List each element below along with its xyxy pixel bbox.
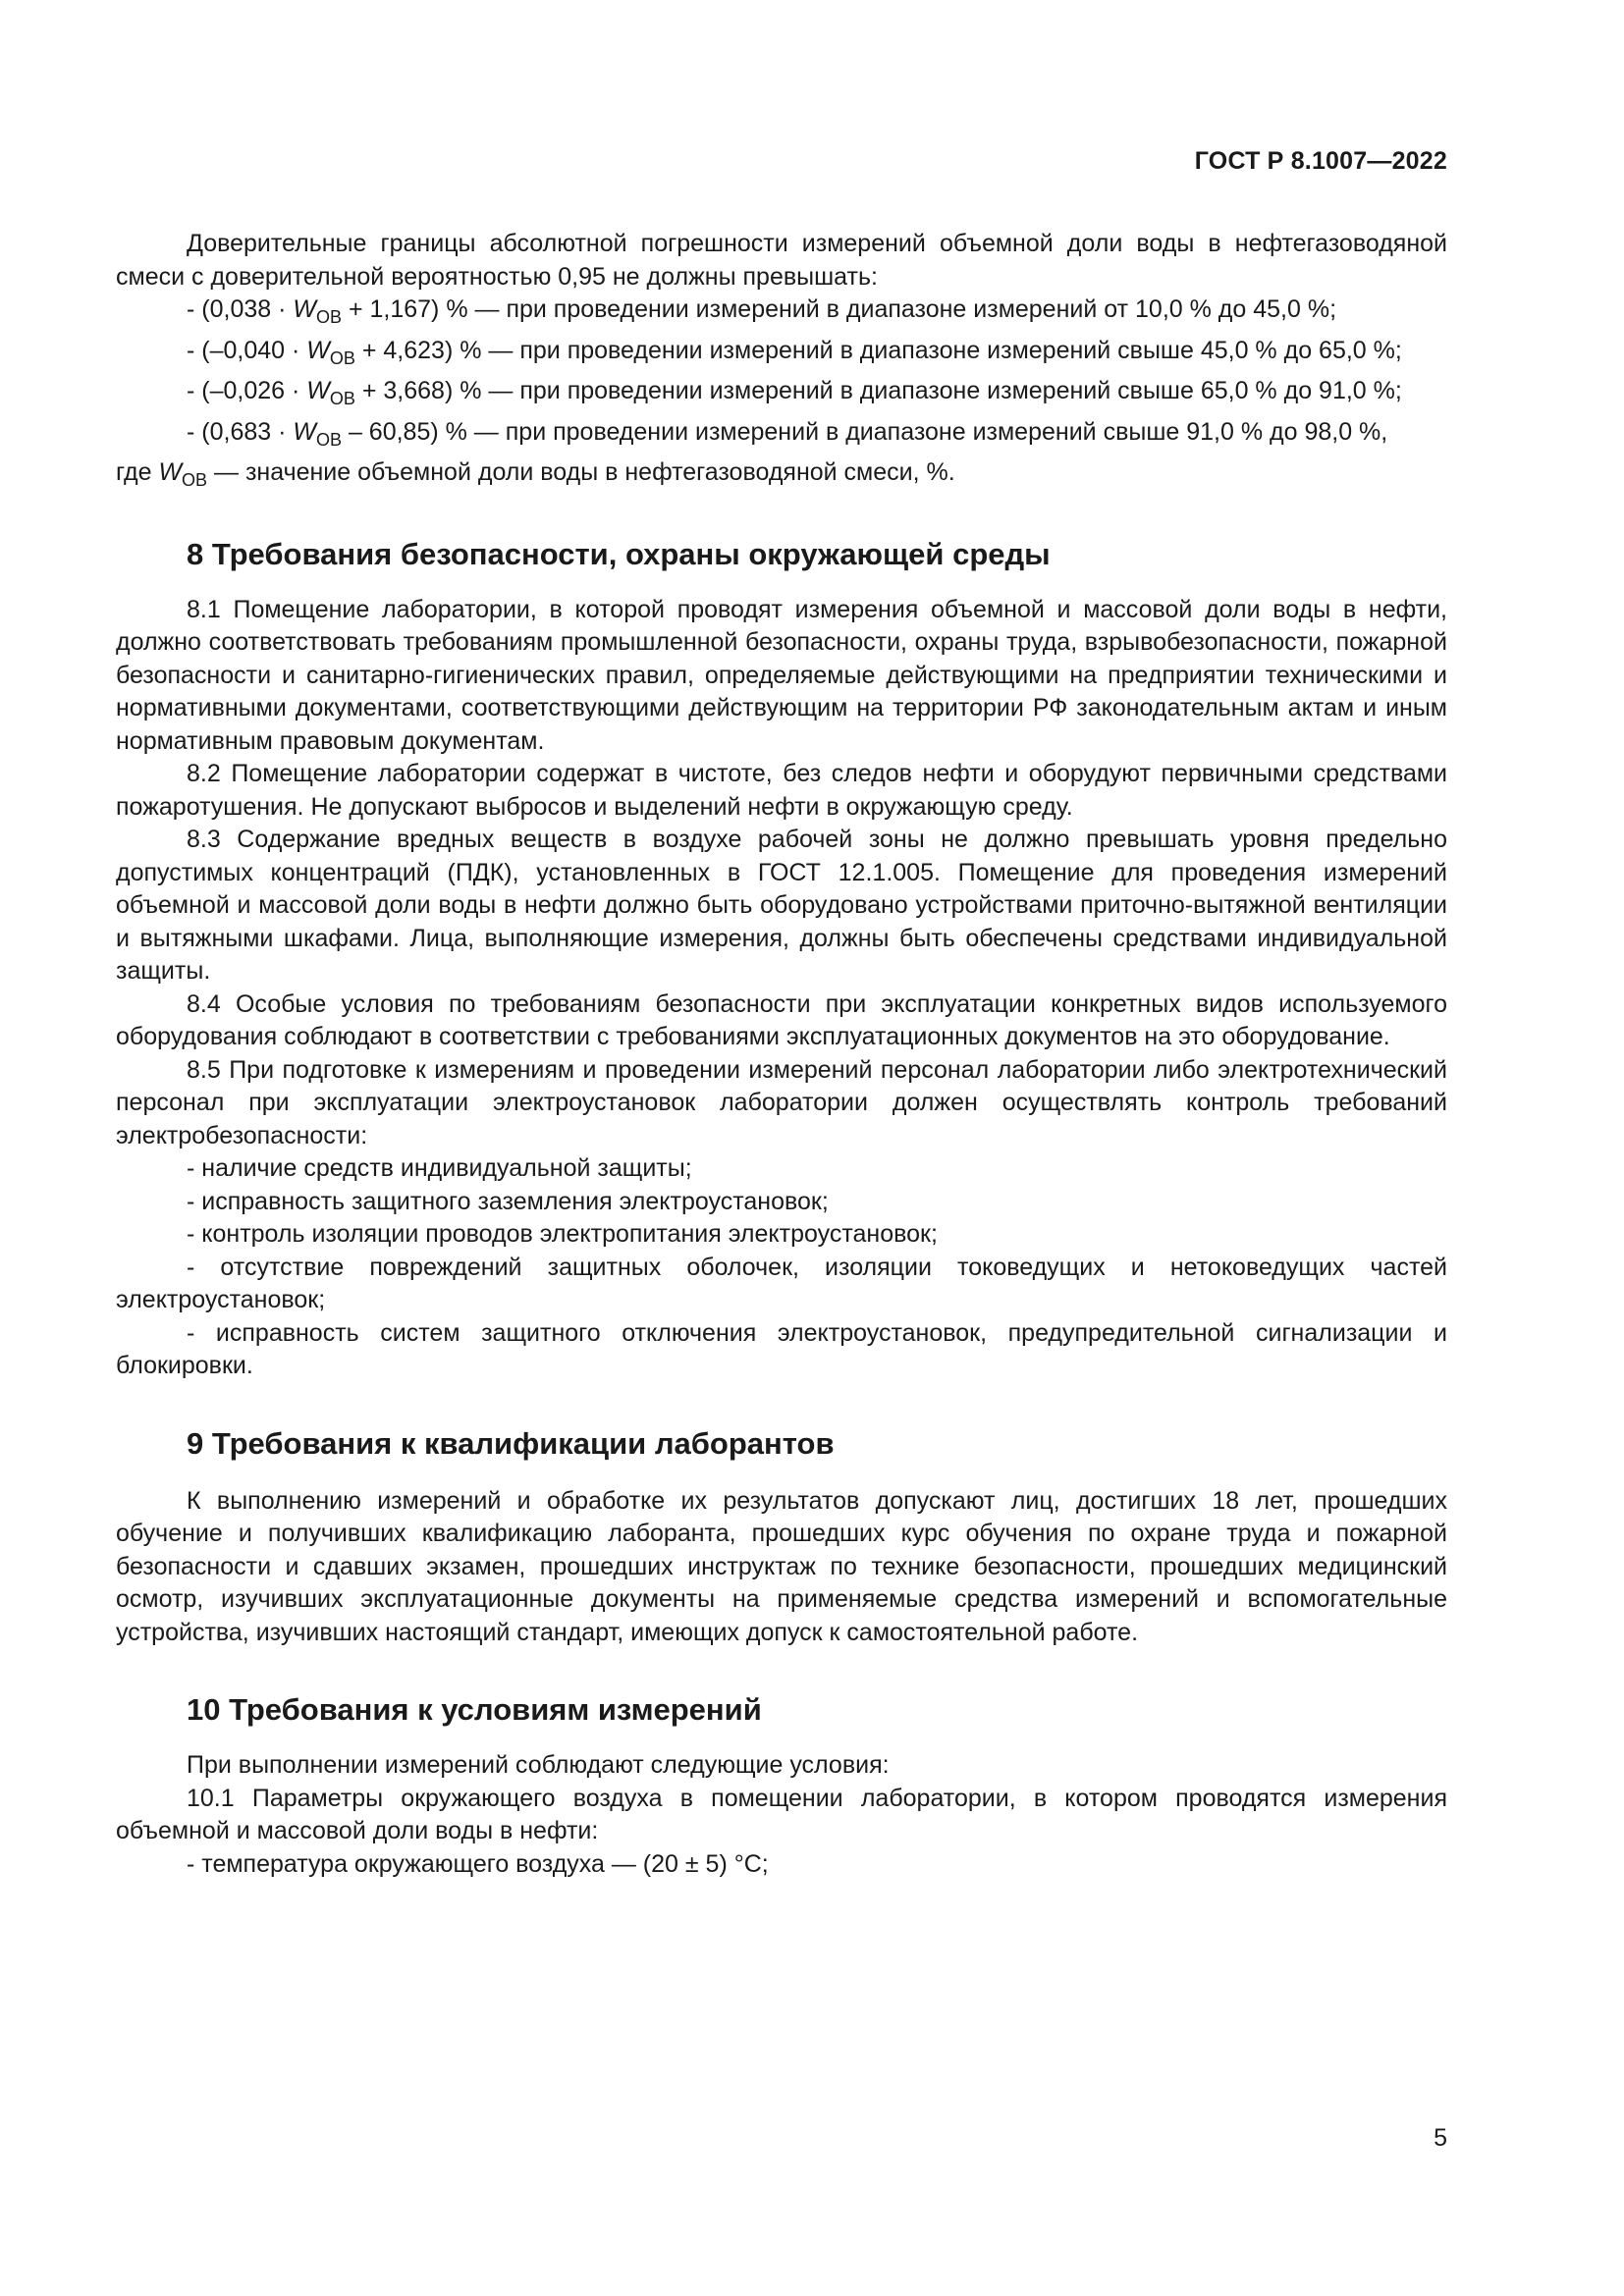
formula-item [116,335,1447,376]
section-8-heading: 8 Требования безопасности, охраны окружающей среды [187,536,1051,571]
symbol-w: W [158,458,183,486]
clause-8-3: 8.3 Содержание вредных веществ в воздухе рабочей зоны не должно превышать уровня предельно допустимых концентраций (ПДК), установленных в ГОСТ 12.1.005. Помещение для проведения измерений объемной и массовой доли воды в нефти должно быть оборудовано устройствами приточно-вытяжной вентиляции и вытяжными шкафами. Лица, выполняющие измерения, должны быть обеспечены средствами индивидуальной защиты. [116,826,1447,985]
clause-8-1: 8.1 Помещение лаборатории, в которой проводят измерения объемной и массовой доли воды в нефти, должно соответствовать требованиям промышленной безопасности, охраны труда, взрывобезопасности, пожарной безопасности и санитарно-гигиенических правил, определяемые действующими на предприятии техническими и нормативными документами, соответствующими действующим на территории РФ законодательным актам и иным нормативным правовым документам. [116,595,1447,755]
section-10-lead: При выполнении измерений соблюдают следующие условия: [187,1751,890,1779]
symbol-subscript: OB [315,307,342,327]
page-content [116,228,1447,1881]
clause-10-1: 10.1 Параметры окружающего воздуха в помещении лаборатории, в котором проводятся измерения объемной и массовой доли воды в нефти: [116,1784,1447,1844]
clause-8-4: 8.4 Особые условия по требованиям безопасности при эксплуатации конкретных видов используемого оборудования соблюдают в соответствии с требованиями эксплуатационных документов на это оборудование. [116,989,1447,1050]
symbol-subscript: OB [329,389,355,408]
list-item: - отсутствие повреждений защитных оболочек, изоляции токоведущих и нетоковедущих частей электроустановок; [116,1253,1447,1313]
formula-item [116,294,1447,335]
intro-lead: Доверительные границы абсолютной погрешности измерений объемной доли воды в нефтегазоводяной смеси с доверительной вероятностью 0,95 не должны превышать: [116,230,1447,291]
symbol-w: W [306,336,330,364]
symbol-subscript: OB [315,429,342,450]
formula-suffix: – 60,85) % — при проведении измерений в диапазоне измерений свыше 91,0 % до 98,0 %, [342,417,1388,446]
list-item: - контроль изоляции проводов электропитания электроустановок; [187,1220,938,1248]
formula-suffix: + 4,623) % — при проведении измерений в диапазоне измерений свыше 45,0 % до 65,0 %; [354,336,1402,364]
section-10-heading: 10 Требования к условиям измерений [187,1692,762,1727]
formula-prefix: - (0,038 · [187,295,294,323]
section-9-text: К выполнению измерений и обработке их результатов допускают лиц, достигших 18 лет, прошедших обучение и получивших квалификацию лаборанта, прошедших курс обучения по охране труда и пожарной безопасности и сдавших экзамен, прошедших инструктаж по технике безопасности, прошедших медицинский осмотр, изучивших эксплуатационные документы на применяемые средства измерений и вспомогательные устройства, изучивших настоящий стандарт, имеющих допуск к самостоятельной работе. [116,1486,1447,1646]
symbol-w: W [306,377,330,404]
list-item: - исправность систем защитного отключения электроустановок, предупредительной сигнализации и блокировки. [116,1318,1447,1379]
document-code: ГОСТ Р 8.1007—2022 [1194,147,1447,175]
formula-prefix: - (–0,040 · [187,336,307,364]
list-item: - исправность защитного заземления электроустановок; [187,1187,829,1215]
list-item: - температура окружающего воздуха — (20 ± 5) °С; [187,1849,769,1878]
formula-suffix: + 3,668) % — при проведении измерений в диапазоне измерений свыше 65,0 % до 91,0 %; [354,377,1402,404]
page-number: 5 [1434,2124,1447,2152]
formula-prefix: - (–0,026 · [187,377,307,404]
symbol-subscript: OB [182,470,208,490]
symbol-subscript: OB [329,347,355,368]
clause-8-2: 8.2 Помещение лаборатории содержат в чистоте, без следов нефти и оборудуют первичными средствами пожаротушения. Не допускают выбросов и выделений нефти в окружающую среду. [116,760,1447,821]
where-suffix: — значение объемной доли воды в нефтегазоводяной смеси, %. [207,458,955,486]
formula-suffix: + 1,167) % — при проведении измерений в диапазоне измерений от 10,0 % до 45,0 %; [342,295,1337,323]
section-9-heading: 9 Требования к квалификации лаборантов [187,1425,835,1461]
symbol-w: W [293,417,316,446]
formula-item [116,375,1447,416]
where-prefix: где [116,458,159,486]
clause-8-5: 8.5 При подготовке к измерениям и проведении измерений персонал лаборатории либо электротехнический персонал при эксплуатации электроустановок лаборатории должен осуществлять контроль требований электробезопасности: [116,1055,1447,1149]
formula-item [116,416,1447,457]
symbol-w: W [293,295,316,323]
list-item: - наличие средств индивидуальной защиты; [187,1154,692,1182]
formula-prefix: - (0,683 · [187,417,294,446]
where-clause [116,456,1447,498]
